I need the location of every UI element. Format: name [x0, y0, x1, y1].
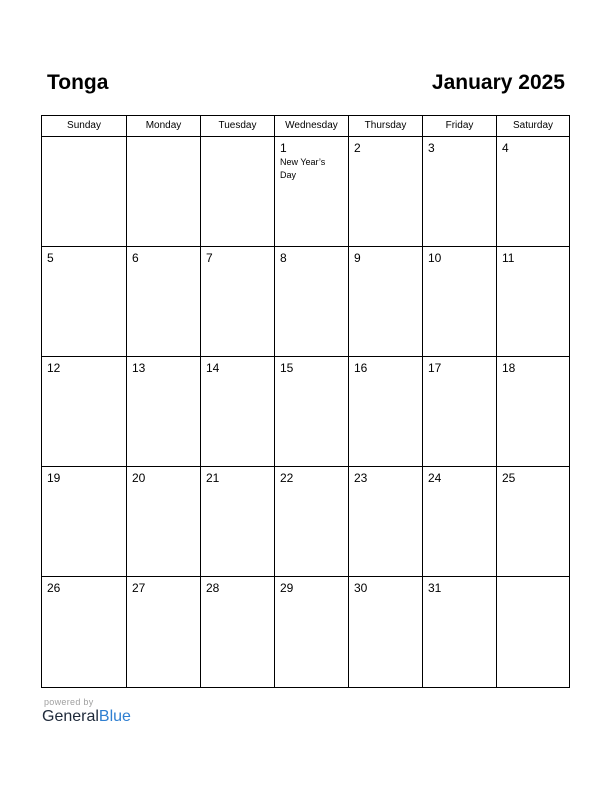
day-number: 8	[280, 251, 287, 265]
day-number: 30	[354, 581, 368, 595]
day-cell	[423, 247, 497, 356]
day-cell	[275, 467, 349, 576]
day-cell	[42, 467, 127, 576]
day-number: 12	[47, 361, 61, 375]
day-cell	[42, 577, 127, 687]
calendar-grid	[41, 115, 570, 688]
brand-logo[interactable]	[42, 708, 131, 726]
day-number: 22	[280, 471, 294, 485]
day-number: 10	[428, 251, 442, 265]
day-cell	[42, 357, 127, 466]
day-cell	[127, 357, 201, 466]
day-cell	[497, 137, 569, 246]
day-cell	[497, 467, 569, 576]
country-title: Tonga	[47, 71, 109, 94]
day-cell	[201, 247, 275, 356]
day-cell	[423, 577, 497, 687]
day-cell	[201, 357, 275, 466]
day-number: 19	[47, 471, 61, 485]
day-number: 21	[206, 471, 220, 485]
day-number: 29	[280, 581, 294, 595]
day-cell	[275, 577, 349, 687]
week-row-3	[42, 357, 569, 467]
day-number: 7	[206, 251, 213, 265]
day-number: 5	[47, 251, 54, 265]
day-cell	[201, 137, 275, 246]
day-number: 15	[280, 361, 294, 375]
weekday-tuesday: Tuesday	[201, 116, 275, 136]
day-cell	[497, 247, 569, 356]
day-number: 27	[132, 581, 146, 595]
day-cell	[127, 577, 201, 687]
day-number: 31	[428, 581, 442, 595]
day-cell	[349, 137, 423, 246]
day-number: 1	[280, 141, 287, 155]
day-number: 24	[428, 471, 442, 485]
day-cell	[497, 357, 569, 466]
day-cell	[275, 247, 349, 356]
day-number: 11	[502, 251, 515, 265]
week-row-4	[42, 467, 569, 577]
day-cell	[201, 467, 275, 576]
day-cell	[127, 137, 201, 246]
day-number: 9	[354, 251, 361, 265]
weekday-thursday: Thursday	[349, 116, 423, 136]
day-cell	[127, 467, 201, 576]
weekday-header-row	[42, 116, 569, 137]
day-cell	[42, 137, 127, 246]
powered-by-label: powered by	[44, 697, 94, 707]
week-row-2	[42, 247, 569, 357]
day-number: 4	[502, 141, 509, 155]
day-number: 25	[502, 471, 516, 485]
weekday-friday: Friday	[423, 116, 497, 136]
day-cell	[423, 357, 497, 466]
brand-general-text: General	[42, 708, 99, 725]
brand-blue-text: Blue	[98, 708, 131, 725]
day-number: 13	[132, 361, 146, 375]
day-cell	[42, 247, 127, 356]
holiday-label: New Year’s Day	[280, 157, 326, 180]
day-number: 16	[354, 361, 368, 375]
day-cell	[349, 357, 423, 466]
day-cell	[275, 137, 349, 246]
day-number: 17	[428, 361, 442, 375]
day-cell	[127, 247, 201, 356]
day-cell	[349, 467, 423, 576]
day-number: 23	[354, 471, 368, 485]
day-cell	[423, 137, 497, 246]
day-number: 2	[354, 141, 361, 155]
day-number: 20	[132, 471, 146, 485]
day-cell	[201, 577, 275, 687]
weekday-wednesday: Wednesday	[275, 116, 349, 136]
day-number: 28	[206, 581, 220, 595]
day-number: 6	[132, 251, 139, 265]
weekday-sunday: Sunday	[42, 116, 127, 136]
day-number: 14	[206, 361, 220, 375]
week-row-5	[42, 577, 569, 687]
day-cell	[497, 577, 569, 687]
weekday-monday: Monday	[127, 116, 201, 136]
day-cell	[349, 577, 423, 687]
month-year-title: January 2025	[431, 71, 565, 94]
day-cell	[423, 467, 497, 576]
day-number: 26	[47, 581, 61, 595]
weekday-saturday: Saturday	[512, 120, 554, 131]
day-number: 3	[428, 141, 435, 155]
week-row-1	[42, 137, 569, 247]
day-cell	[275, 357, 349, 466]
day-number: 18	[502, 361, 516, 375]
day-cell	[349, 247, 423, 356]
